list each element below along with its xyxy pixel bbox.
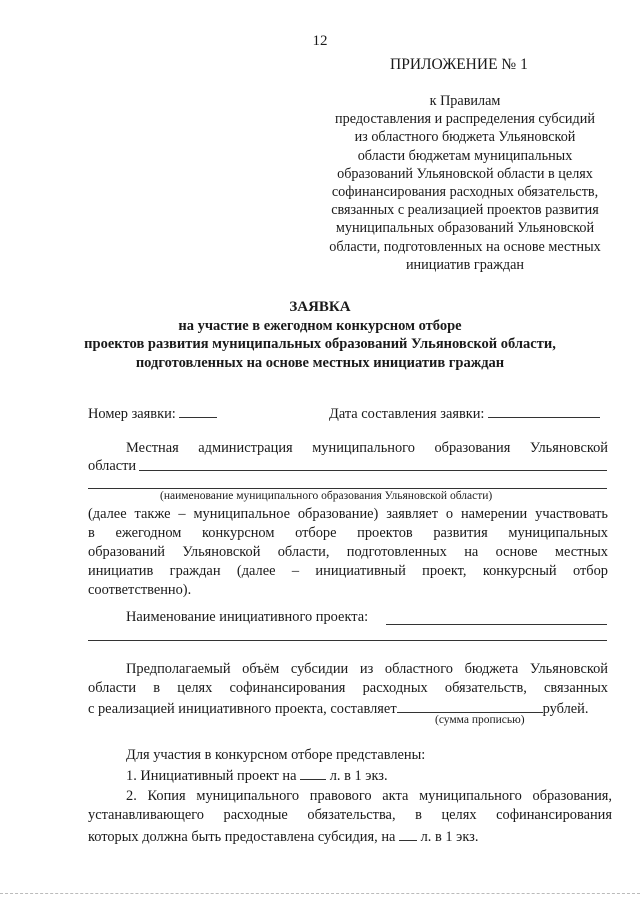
subsidy-paragraph bbox=[88, 660, 608, 698]
declaration-line: (далее также – муниципальное образование) заявляет о намерении участвовать bbox=[88, 506, 608, 522]
appendix-ref-line: образований Ульяновской области в целях bbox=[337, 165, 593, 182]
declaration-paragraph bbox=[88, 505, 608, 600]
document-1-suffix: л. в 1 экз. bbox=[329, 768, 388, 785]
subsidy-line: Предполагаемый объём субсидии из областного бюджета Ульяновской bbox=[126, 661, 608, 677]
appendix-ref-line: муниципальных образований Ульяновской bbox=[335, 220, 595, 237]
appendix-ref-line: инициатив граждан bbox=[405, 256, 525, 273]
document-2-text: которых должна быть предоставлена субсидия, на bbox=[88, 828, 396, 845]
project-name-field-continued[interactable] bbox=[88, 640, 607, 641]
application-number-field[interactable] bbox=[179, 403, 217, 418]
declaration-line: образований Ульяновской области, подготовленных на основе местных bbox=[88, 544, 608, 560]
administration-line-2: области bbox=[88, 458, 137, 474]
administration-line-1: Местная администрация муниципального образования Ульяновской bbox=[126, 440, 608, 456]
appendix-title: ПРИЛОЖЕНИЕ № 1 bbox=[390, 56, 528, 73]
subsidy-caption: (сумма прописью) bbox=[435, 714, 525, 726]
heading-line: проектов развития муниципальных образований Ульяновской области, bbox=[84, 336, 556, 352]
subsidy-currency: рублей. bbox=[542, 701, 589, 717]
document-heading bbox=[0, 298, 640, 372]
appendix-ref-line: области бюджетам муниципальных bbox=[357, 147, 573, 164]
administration-block bbox=[88, 439, 608, 458]
appendix-ref-line: к Правилам bbox=[429, 93, 501, 109]
appendix-ref-line: софинансирования расходных обязательств, bbox=[331, 184, 599, 201]
scan-edge-divider bbox=[0, 893, 640, 894]
project-name-label: Наименование инициативного проекта: bbox=[126, 609, 369, 625]
subsidy-line: с реализацией инициативного проекта, составляет bbox=[88, 701, 397, 717]
application-number-label: Номер заявки: bbox=[88, 406, 176, 422]
appendix-reference bbox=[300, 92, 630, 274]
application-number-row bbox=[88, 403, 217, 423]
subsidy-line: области в целях софинансирования расходных обязательств, связанных bbox=[88, 680, 608, 696]
document-1-text: 1. Инициативный проект на bbox=[126, 768, 297, 785]
page-number: 12 bbox=[312, 33, 328, 49]
appendix-ref-line: связанных с реализацией проектов развития bbox=[331, 202, 599, 219]
heading-line: подготовленных на основе местных инициатив граждан bbox=[135, 354, 505, 371]
application-date-label: Дата составления заявки: bbox=[329, 406, 485, 422]
declaration-line: в ежегодном конкурсном отборе проектов развития муниципальных bbox=[88, 525, 608, 541]
appendix-ref-line: предоставления и распределения субсидий bbox=[335, 111, 595, 128]
municipality-name-field-continued[interactable] bbox=[88, 488, 607, 489]
appendix-ref-line: области, подготовленных на основе местных bbox=[329, 238, 601, 255]
documents-intro: Для участия в конкурсном отборе представлены: bbox=[126, 747, 426, 763]
document-item-1 bbox=[88, 765, 612, 786]
project-name-row bbox=[126, 609, 368, 626]
declaration-line: соответственно). bbox=[88, 582, 192, 598]
heading-line: на участие в ежегодном конкурсном отборе bbox=[178, 317, 462, 334]
application-date-field[interactable] bbox=[488, 403, 600, 418]
declaration-line: инициатив граждан (далее – инициативный проект, конкурсный отбор bbox=[88, 563, 608, 579]
subsidy-amount-field[interactable] bbox=[397, 698, 543, 713]
municipality-caption: (наименование муниципального образования Ульяновской области) bbox=[160, 490, 493, 502]
appendix-ref-line: из областного бюджета Ульяновской bbox=[354, 129, 576, 146]
documents-list bbox=[88, 746, 612, 847]
document-2-pages-field[interactable] bbox=[399, 826, 417, 841]
project-name-field[interactable] bbox=[386, 624, 607, 625]
document-item-2-line-1: 2. Копия муниципального правового акта муниципального образования, bbox=[126, 787, 612, 804]
document-item-2-line-2: устанавливающего расходные обязательства, в целях софинансирования bbox=[88, 807, 612, 824]
application-date-row bbox=[329, 403, 600, 423]
document-2-suffix: л. в 1 экз. bbox=[420, 828, 479, 845]
document-1-pages-field[interactable] bbox=[300, 765, 326, 780]
document-title: ЗАЯВКА bbox=[289, 299, 351, 315]
municipality-name-field[interactable] bbox=[139, 470, 607, 471]
document-item-2-line-3 bbox=[88, 829, 478, 845]
